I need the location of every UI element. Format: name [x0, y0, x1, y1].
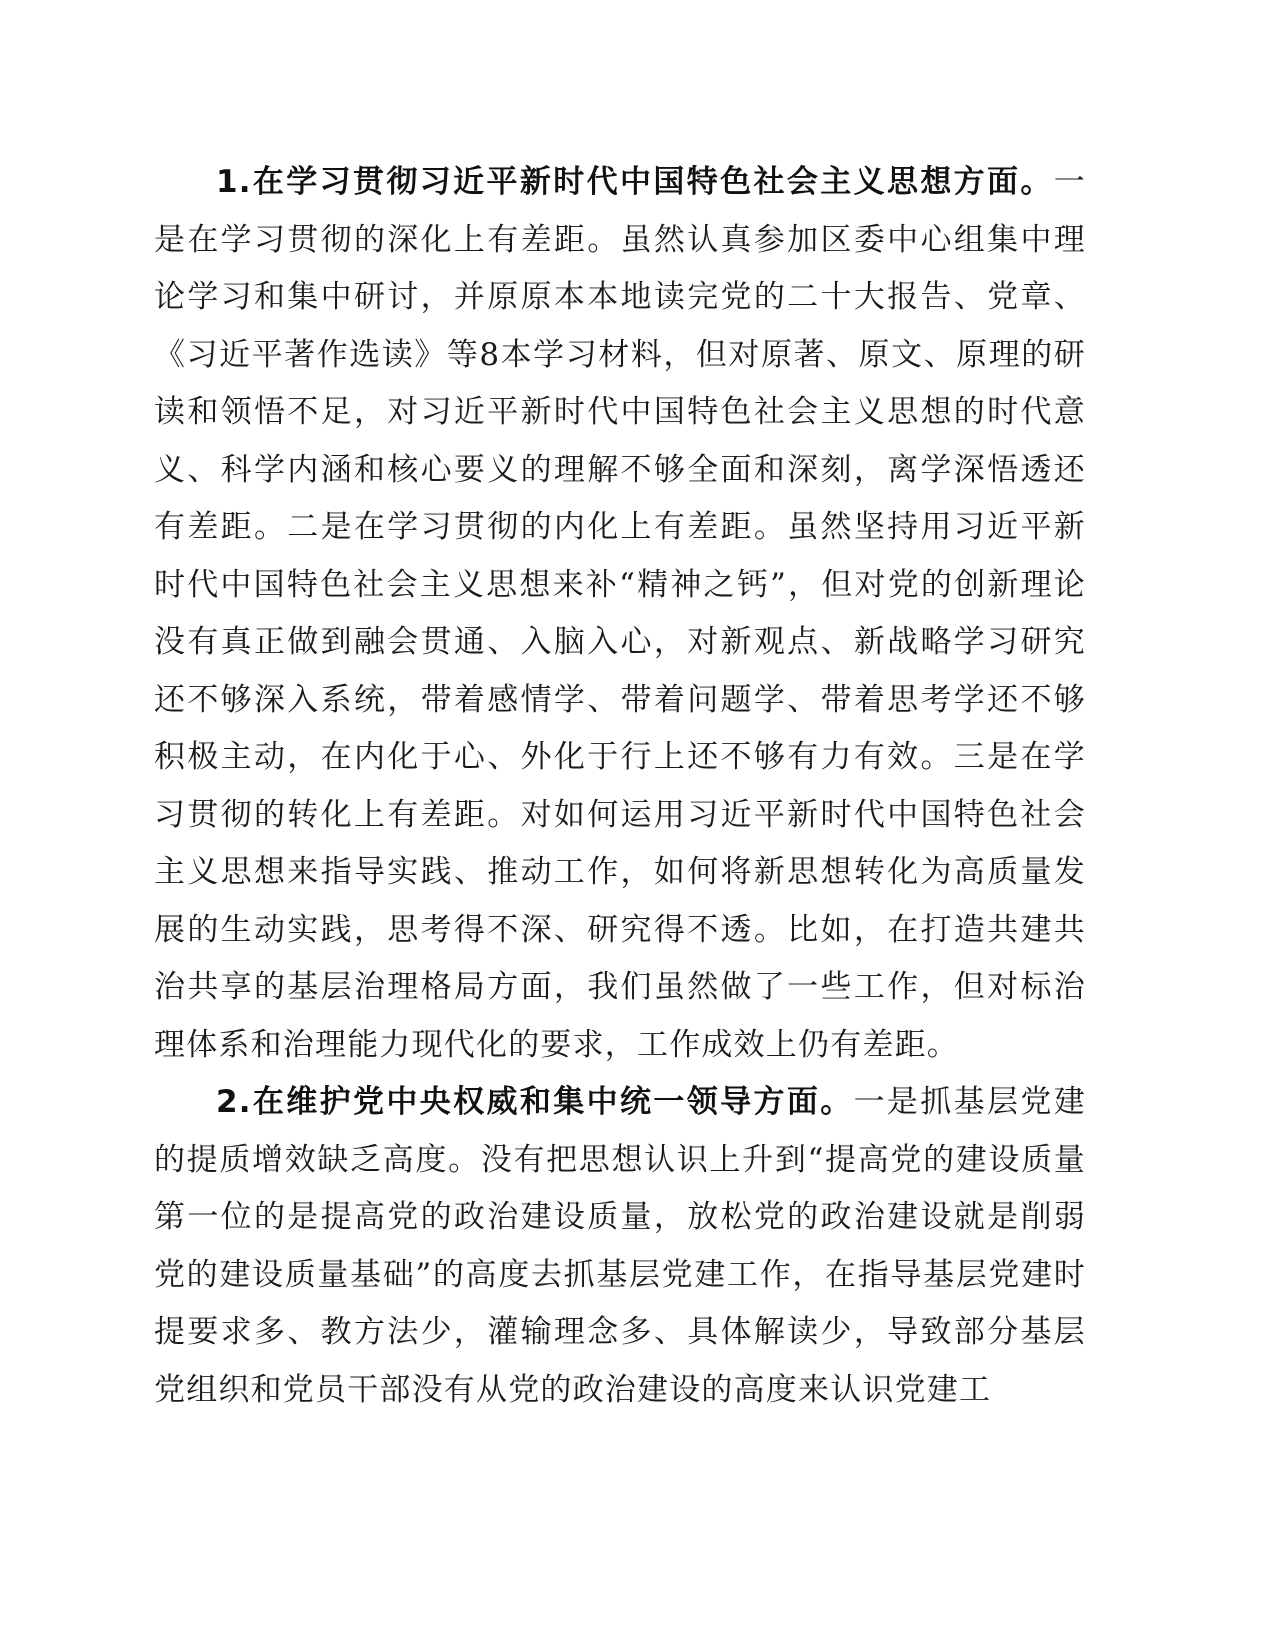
- paragraph-1-text: 一是在学习贯彻的深化上有差距。虽然认真参加区委中心组集中理论学习和集中研讨，并原原本本地读完党的二十大报告、党章、《习近平著作选读》等8本学习材料，但对原著、原文、原理的研读和领悟不足，对习近平新时代中国特色社会主义思想的时代意义、科学内涵和核心要义的理解不够全面和深刻，离学深悟透还有差距。二是在学习贯彻的内化上有差距。虽然坚持用习近平新时代中国特色社会主义思想来补“精神之钙”，但对党的创新理论没有真正做到融会贯通、入脑入心，对新观点、新战略学习研究还不够深入系统，带着感情学、带着问题学、带着思考学还不够积极主动，在内化于心、外化于行上还不够有力有效。三是在学习贯彻的转化上有差距。对如何运用习近平新时代中国特色社会主义思想来指导实践、推动工作，如何将新思想转化为高质量发展的生动实践，思考得不深、研究得不透。比如，在打造共建共治共享的基层治理格局方面，我们虽然做了一些工作，但对标治理体系和治理能力现代化的要求，工作成效上仍有差距。: [154, 164, 1086, 1063]
- paragraph-2-heading: 2.在维护党中央权威和集中统一领导方面。: [216, 1084, 854, 1120]
- document-body: [154, 154, 1086, 1419]
- paragraph-2-text: 一是抓基层党建的提质增效缺乏高度。没有把思想认识上升到“提高党的建设质量第一位的是提高党的政治建设质量，放松党的政治建设就是削弱党的建设质量基础”的高度去抓基层党建工作，在指导基层党建时提要求多、教方法少，灌输理念多、具体解读少，导致部分基层党组织和党员干部没有从党的政治建设的高度来认识党建工: [154, 1084, 1086, 1408]
- paragraph-1-heading: 1.在学习贯彻习近平新时代中国特色社会主义思想方面。: [216, 164, 1054, 200]
- paragraph-1: [154, 154, 1086, 1074]
- paragraph-2: [154, 1074, 1086, 1419]
